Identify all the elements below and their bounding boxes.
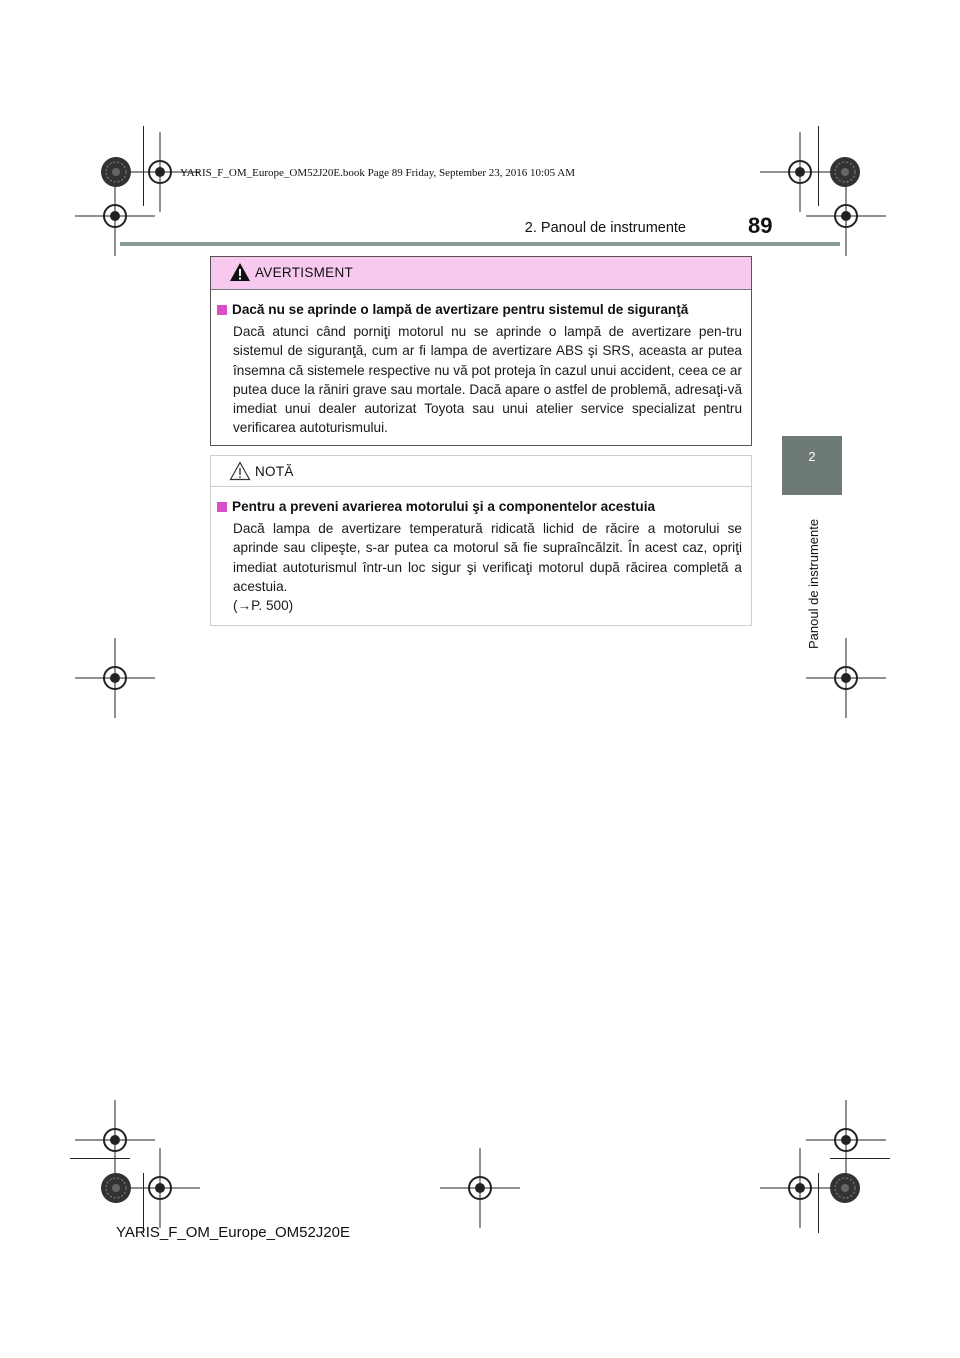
color-calibration-sunburst-icon [100,156,132,188]
warning-item-title-text: Dacă nu se aprinde o lampă de avertizare pentru sistemul de siguranţă [232,302,689,317]
caution-triangle-outline-icon [229,461,251,481]
color-calibration-sunburst-icon [100,1172,132,1204]
square-bullet-icon [217,305,227,315]
chapter-side-label [803,503,823,653]
note-box-header [211,456,751,487]
color-calibration-sunburst-icon [829,156,861,188]
registration-mark-icon [120,1148,200,1228]
book-file-info: YARIS_F_OM_Europe_OM52J20E.book Page 89 Friday, September 23, 2016 10:05 AM [180,167,575,179]
chapter-side-label-text: Panoul de instrumente [806,518,821,649]
registration-mark-icon [75,638,155,718]
note-box-label: NOTĂ [255,464,294,479]
color-calibration-sunburst-icon [829,1172,861,1204]
registration-mark-icon [760,1148,840,1228]
page-number: 89 [748,213,773,238]
warning-item-title [217,300,741,320]
note-item-title [217,497,741,517]
warning-triangle-icon [229,262,251,282]
note-item-paragraph: Dacă lampa de avertizare temperatură ridicată lichid de răcire a motorului se aprinde sau clipeşte, s-ar putea ca motorul să fie supraîncălzit. În acest caz, opriţi imediat autoturismul într-un loc sigur şi verificaţi motorul după răcirea completă a acestuia. [233,521,742,594]
square-bullet-icon [217,502,227,512]
page-reference-link[interactable]: (→P. 500) [233,598,294,614]
warning-item-paragraph: Dacă atunci când porniţi motorul nu se aprinde o lampă de avertizare pen-tru sistemul de siguranţă, cum ar fi lampa de avertizare ABS şi SRS, aceasta ar putea însemna că sistemele respective nu vă pot proteja în cazul unui accident, ceea ce ar putea duce la răniri grave sau mortale. Dacă apare o astfel de problemă, adresaţi-vă imediat unui dealer autorizat Toyota sau unui atelier service specializat pentru verificarea autoturismului. [233,324,742,436]
section-title: 2. Panoul de instrumente [524,220,686,236]
chapter-tab-number: 2 [808,449,816,464]
note-box [210,455,752,626]
chapter-tab [782,436,842,495]
warning-box [210,256,752,446]
warning-box-label: AVERTISMENT [255,265,354,280]
warning-item-body [233,322,742,438]
warning-box-header [211,257,751,290]
header-rule [120,242,840,246]
note-item-body [233,519,742,615]
registration-mark-icon [440,1148,520,1228]
note-item-title-text: Pentru a preveni avarierea motorului şi a componentelor acestuia [232,499,656,514]
document-code: YARIS_F_OM_Europe_OM52J20E [116,1224,351,1241]
